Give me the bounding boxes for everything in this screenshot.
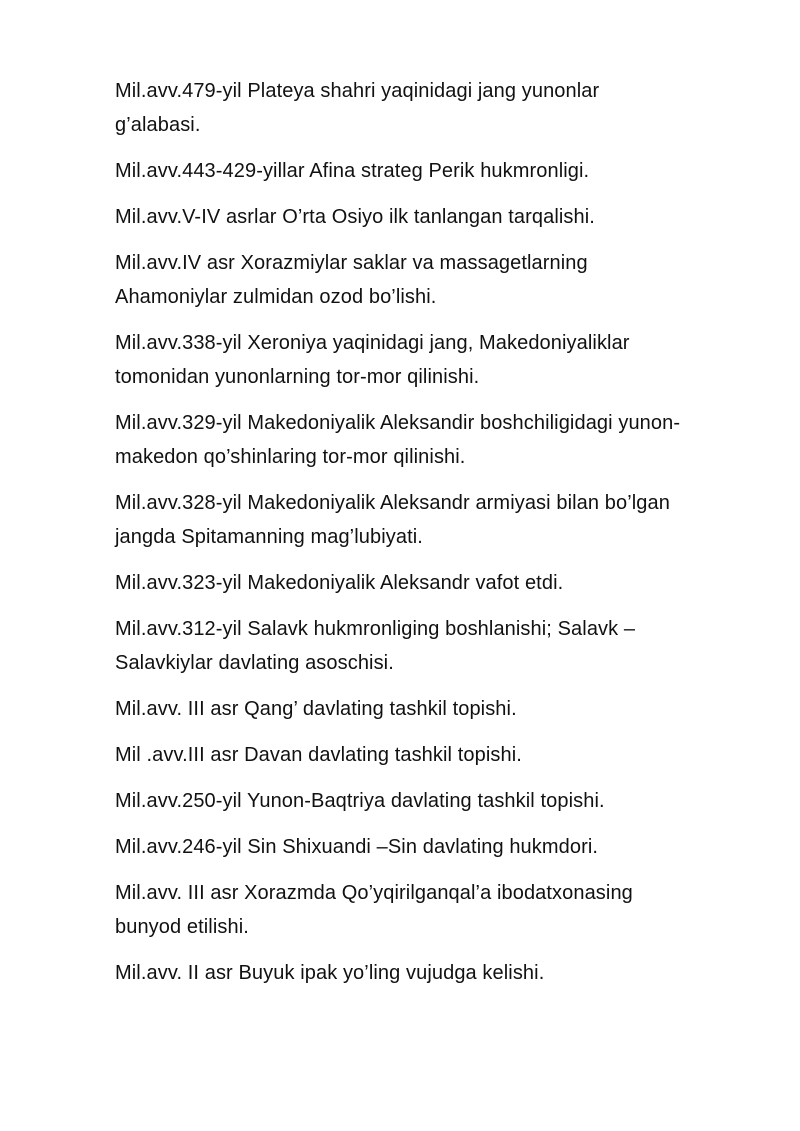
timeline-entry: Mil.avv.250-yil Yunon-Baqtriya davlating tashkil topishi. bbox=[115, 790, 605, 812]
timeline-entry: Mil.avv.338-yil Xeroniya yaqinidagi jang, Makedoniyaliklar tomonidan yunonlarning tor-mor qilinishi. bbox=[115, 332, 630, 388]
timeline-entry: Mil.avv.479-yil Plateya shahri yaqinidagi jang yunonlar g’alabasi. bbox=[115, 80, 600, 136]
timeline-entry: Mil.avv.246-yil Sin Shixuandi –Sin davlating hukmdori. bbox=[115, 836, 599, 858]
timeline-entry: Mil.avv. II asr Buyuk ipak yo’ling vujudga kelishi. bbox=[115, 962, 545, 984]
timeline-entry: Mil .avv.III asr Davan davlating tashkil topishi. bbox=[115, 744, 522, 766]
timeline-entry: Mil.avv.323-yil Makedoniyalik Aleksandr vafot etdi. bbox=[115, 572, 564, 594]
timeline-entry: Mil.avv.329-yil Makedoniyalik Aleksandir boshchiligidagi yunon- makedon qo’shinlaring tor-mor qilinishi. bbox=[115, 412, 681, 468]
timeline-list bbox=[115, 74, 755, 1002]
timeline-entry: Mil.avv. III asr Qang’ davlating tashkil topishi. bbox=[115, 698, 517, 720]
timeline-entry: Mil.avv.V-IV asrlar O’rta Osiyo ilk tanlangan tarqalishi. bbox=[115, 206, 595, 228]
timeline-entry: Mil.avv.312-yil Salavk hukmronliging boshlanishi; Salavk – Salavkiylar davlating asoschisi. bbox=[115, 618, 636, 674]
timeline-entry: Mil.avv.IV asr Xorazmiylar saklar va massagetlarning Ahamoniylar zulmidan ozod bo’lishi. bbox=[115, 252, 588, 308]
timeline-entry: Mil.avv.328-yil Makedoniyalik Aleksandr armiyasi bilan bo’lgan jangda Spitamanning mag’lubiyati. bbox=[115, 492, 670, 548]
timeline-entry: Mil.avv. III asr Xorazmda Qo’yqirilganqal’a ibodatxonasing bunyod etilishi. bbox=[115, 882, 633, 938]
timeline-entry: Mil.avv.443-429-yillar Afina strateg Perik hukmronligi. bbox=[115, 160, 590, 182]
